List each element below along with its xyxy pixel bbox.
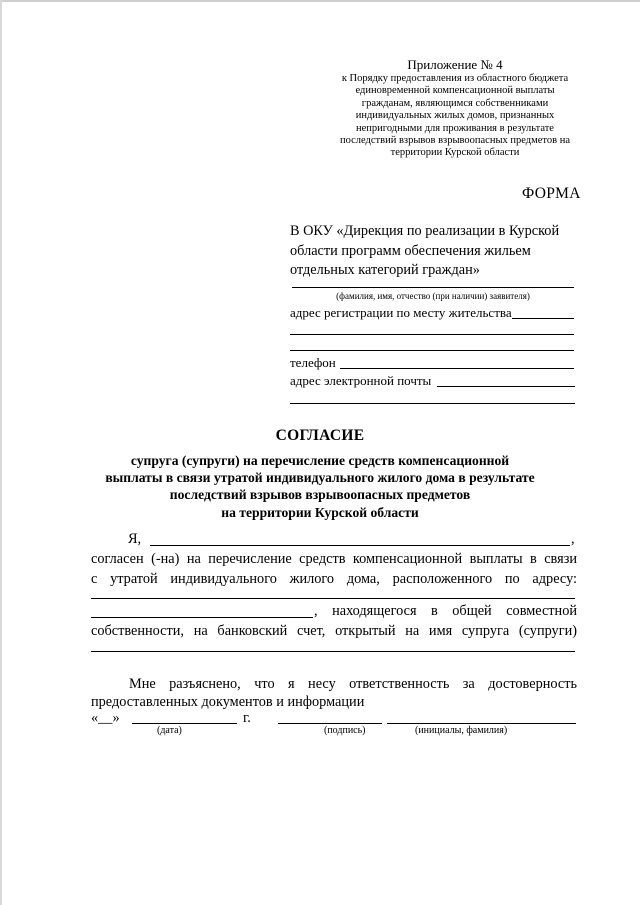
addressee-line: отдельных категорий граждан» [290,262,480,278]
registration-field-line[interactable] [512,318,574,319]
date-month-line[interactable] [132,723,237,724]
subtitle-line: последствий взрывов взрывоопасных предметов [169,487,471,503]
email-field-line[interactable] [437,386,575,387]
addressee-line: В ОКУ «Дирекция по реализации в Курской [290,223,560,239]
signature-caption: (подпись) [324,725,366,736]
email-label: адрес электронной почты [290,373,432,388]
date-caption: (дата) [157,725,182,736]
i-comma: , [571,531,575,547]
body-line-4: собственности, на банковский счет, открытый на имя супруга (супруги) [91,623,577,639]
registration-field-line-3[interactable] [290,350,574,351]
address-field-line-2[interactable] [91,617,313,618]
appendix-line: к Порядку предоставления из областного бюджета [341,73,569,84]
initials-caption: (инициалы, фамилия) [415,725,508,736]
document-subtitle [0,452,640,521]
phone-label: телефон [290,355,336,370]
appendix-title: Приложение № 4 [407,57,503,72]
subtitle-line: на территории Курской области [221,504,419,520]
address-field-line[interactable] [91,598,575,599]
applicant-name-line[interactable] [292,287,574,288]
appendix-line: гражданам, являющимся собственниками [361,97,549,109]
addressee-block [290,222,582,281]
page-edge-top [0,0,640,2]
extra-field-line[interactable] [290,403,575,404]
date-day-field[interactable]: «__» [91,710,120,726]
appendix-line: единовременной компенсационной выплаты [355,85,555,97]
body-line-3: , находящегося в общей совместной [314,603,577,619]
appendix-line: последствий взрывов взрывоопасных предметов на [340,135,570,147]
body-line-2: с утратой индивидуального жилого дома, расположенного по адресу: [91,571,577,587]
full-name-line[interactable] [150,545,570,546]
i-label: Я, [128,531,142,547]
appendix-block [330,57,580,160]
registration-label: адрес регистрации по месту жительства [290,305,512,320]
registration-field-line-2[interactable] [290,334,574,335]
spouse-field-line[interactable] [91,651,575,652]
document-title: СОГЛАСИЕ [275,427,365,444]
appendix-line: индивидуальных жилых домов, признанных [355,110,555,122]
appendix-line: территории Курской области [390,147,520,159]
form-label: ФОРМА [522,185,581,202]
initials-surname-line[interactable] [387,723,576,724]
phone-field-line[interactable] [340,368,574,369]
appendix-line: непригодными для проживания в результате [356,122,554,134]
subtitle-line: супруга (супруги) на перечисление средств компенсационной [130,453,510,468]
body-line-1: согласен (-на) на перечисление средств компенсационной выплаты в связи [91,551,577,567]
explain-line-2: предоставленных документов и информации [91,694,365,710]
subtitle-line: выплаты в связи утратой индивидуального жилого дома в результате [105,470,535,486]
applicant-name-caption: (фамилия, имя, отчество (при наличии) заявителя) [336,291,530,301]
addressee-line: области программ обеспечения жильем [290,242,531,259]
explain-line-1: Мне разъяснено, что я несу ответственность за достоверность [129,676,577,692]
year-suffix: г. [243,710,251,726]
signature-line[interactable] [278,723,382,724]
